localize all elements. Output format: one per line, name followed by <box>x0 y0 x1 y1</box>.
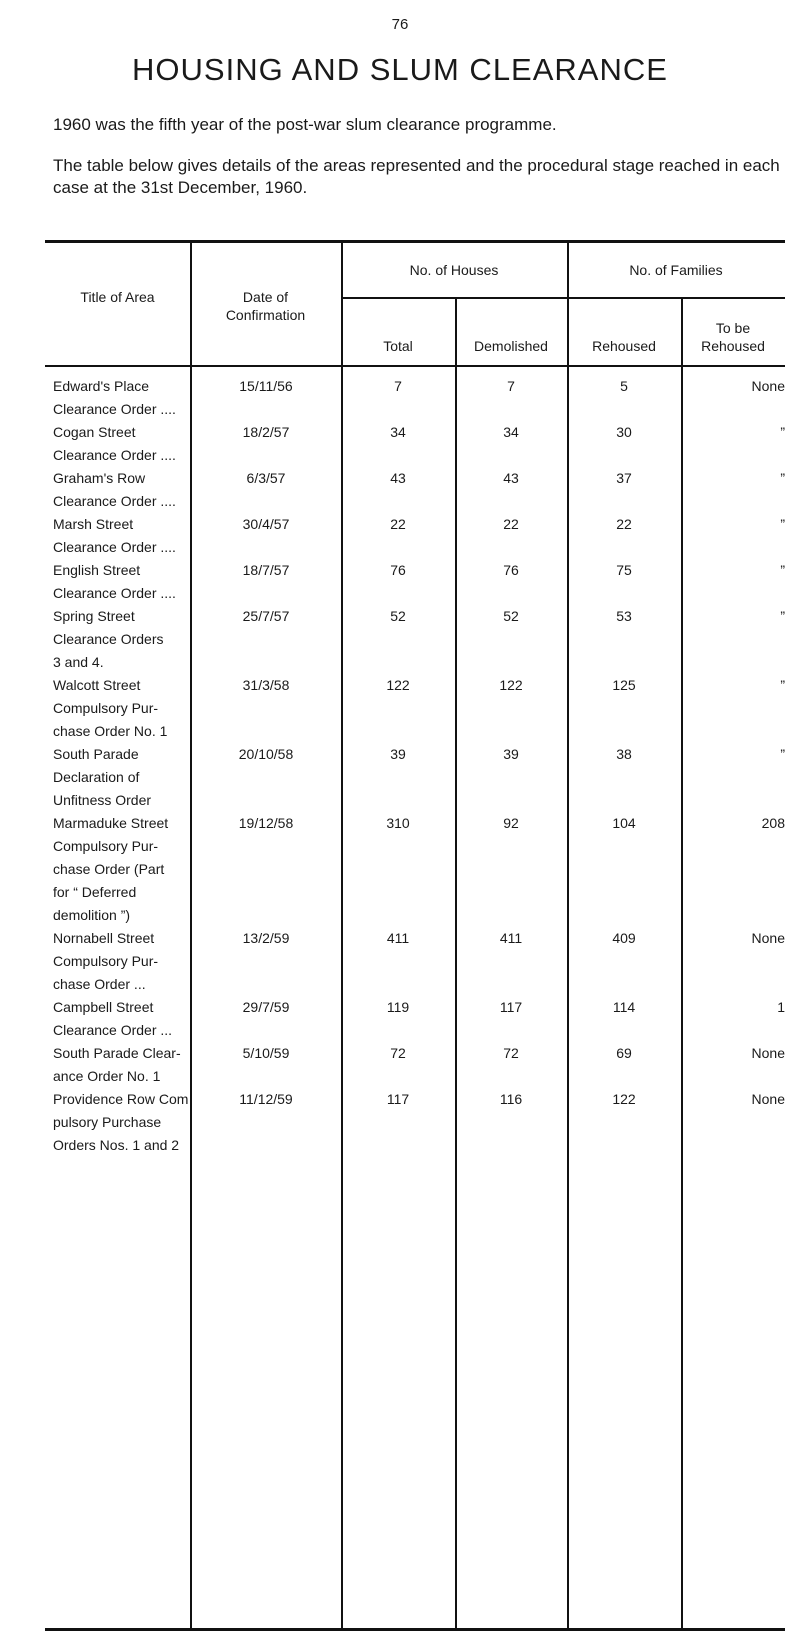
area-title <box>53 513 193 559</box>
houses-total: 76 <box>390 562 406 578</box>
families-rehoused: 53 <box>616 608 632 624</box>
area-title <box>53 1088 193 1157</box>
families-rehoused: 122 <box>612 1091 636 1107</box>
families-rehoused: 30 <box>616 424 632 440</box>
area-title-line: Clearance Order .... <box>53 493 176 509</box>
header-to-be-rehoused <box>681 319 785 355</box>
area-title <box>53 743 193 812</box>
area-title-line: chase Order (Part <box>53 861 165 877</box>
area-title <box>53 996 193 1042</box>
houses-total: 52 <box>390 608 406 624</box>
area-title <box>53 467 193 513</box>
area-title <box>53 421 193 467</box>
houses-demolished: 72 <box>503 1045 519 1061</box>
confirmation-date: 13/2/59 <box>242 930 290 946</box>
area-title <box>53 375 193 421</box>
area-title-line: South Parade Clear- <box>53 1045 181 1061</box>
area-title-line: South Parade <box>53 746 139 762</box>
confirmation-date: 19/12/58 <box>238 815 294 831</box>
houses-demolished: 52 <box>503 608 519 624</box>
families-to-be-rehoused: None <box>751 1091 785 1107</box>
families-rehoused: 125 <box>612 677 636 693</box>
families-rehoused: 104 <box>612 815 636 831</box>
header-date <box>190 288 341 324</box>
confirmation-date: 11/12/59 <box>239 1091 293 1107</box>
families-rehoused: 37 <box>616 470 632 486</box>
houses-demolished: 116 <box>499 1091 523 1107</box>
area-title-line: Nornabell Street <box>53 930 155 946</box>
houses-demolished: 92 <box>503 815 519 831</box>
area-title <box>53 927 193 996</box>
houses-total: 411 <box>386 930 410 946</box>
area-title <box>53 674 193 743</box>
confirmation-date: 29/7/59 <box>242 999 290 1015</box>
description-text: The table below gives details of the areas represented and the procedural stage reached in each case at the 31st December, 1960. <box>53 156 780 197</box>
area-title-line: Edward's Place <box>53 378 150 394</box>
houses-demolished: 22 <box>503 516 519 532</box>
area-title-line: Clearance Order ... <box>53 1022 173 1038</box>
houses-total: 7 <box>394 378 402 394</box>
confirmation-date: 18/2/57 <box>242 424 290 440</box>
area-title-line: Spring Street <box>53 608 135 624</box>
families-to-be-rehoused: ” <box>780 424 785 440</box>
confirmation-date: 5/10/59 <box>242 1045 290 1061</box>
families-rehoused: 22 <box>616 516 632 532</box>
houses-demolished: 122 <box>499 677 523 693</box>
houses-group-rule <box>341 297 567 299</box>
area-title-line: Clearance Order .... <box>53 401 176 417</box>
houses-total: 34 <box>390 424 406 440</box>
area-title-line: Walcott Street <box>53 677 141 693</box>
area-title <box>53 812 193 927</box>
houses-demolished: 7 <box>507 378 515 394</box>
header-total: Total <box>383 338 413 354</box>
area-title-line: Graham's Row <box>53 470 146 486</box>
area-title-line: Declaration of <box>53 769 140 785</box>
area-title-line: Compulsory Pur- <box>53 953 159 969</box>
houses-demolished: 76 <box>503 562 519 578</box>
area-title-line: demolition ”) <box>53 907 131 923</box>
area-title-line: chase Order ... <box>53 976 146 992</box>
header-houses-group: No. of Houses <box>409 262 499 278</box>
header-rehoused: Rehoused <box>592 338 656 354</box>
families-to-be-rehoused: ” <box>780 470 785 486</box>
header-title-of-area: Title of Area <box>80 289 155 305</box>
area-title-line: Cogan Street <box>53 424 136 440</box>
header-demolished: Demolished <box>474 338 548 354</box>
confirmation-date: 6/3/57 <box>246 470 286 486</box>
families-to-be-rehoused: 208 <box>761 815 785 831</box>
houses-demolished: 34 <box>503 424 519 440</box>
area-title-line: Clearance Order .... <box>53 539 176 555</box>
families-rehoused: 69 <box>616 1045 632 1061</box>
confirmation-date: 18/7/57 <box>242 562 290 578</box>
area-title-line: pulsory Purchase <box>53 1114 162 1130</box>
area-title-line: for “ Deferred <box>53 884 137 900</box>
area-title-line: English Street <box>53 562 141 578</box>
families-group-rule <box>567 297 785 299</box>
families-rehoused: 5 <box>620 378 628 394</box>
houses-total: 122 <box>386 677 410 693</box>
area-title-line: chase Order No. 1 <box>53 723 168 739</box>
area-title-line: Clearance Order .... <box>53 585 176 601</box>
area-title-line: Compulsory Pur- <box>53 838 159 854</box>
page-title: HOUSING AND SLUM CLEARANCE <box>132 52 668 87</box>
header-to-be-line1: To be <box>715 320 751 336</box>
area-title-line: Campbell Street <box>53 999 154 1015</box>
houses-total: 119 <box>386 999 410 1015</box>
houses-total: 72 <box>390 1045 406 1061</box>
header-date-line2: Confirmation <box>225 307 306 323</box>
area-title-line: Clearance Order .... <box>53 447 176 463</box>
area-title-line: Compulsory Pur- <box>53 700 159 716</box>
intro-text: 1960 was the fifth year of the post-war slum clearance programme. <box>53 115 557 134</box>
area-title-line: 3 and 4. <box>53 654 104 670</box>
header-date-line1: Date of <box>242 289 289 305</box>
families-to-be-rehoused: ” <box>780 677 785 693</box>
area-title-line: Clearance Orders <box>53 631 164 647</box>
area-title <box>53 1042 193 1088</box>
houses-total: 310 <box>386 815 410 831</box>
header-bottom-rule <box>45 365 785 367</box>
families-to-be-rehoused: ” <box>780 562 785 578</box>
families-to-be-rehoused: ” <box>780 608 785 624</box>
families-to-be-rehoused: ” <box>780 746 785 762</box>
area-title-line: ance Order No. 1 <box>53 1068 161 1084</box>
area-title-line: Orders Nos. 1 and 2 <box>53 1137 180 1153</box>
families-to-be-rehoused: None <box>751 1045 785 1061</box>
families-to-be-rehoused: None <box>751 378 785 394</box>
families-rehoused: 75 <box>616 562 632 578</box>
confirmation-date: 30/4/57 <box>242 516 290 532</box>
houses-total: 117 <box>386 1091 410 1107</box>
header-families-group: No. of Families <box>629 262 723 278</box>
houses-total: 22 <box>390 516 406 532</box>
header-to-be-line2: Rehoused <box>701 338 765 354</box>
houses-demolished: 117 <box>499 999 523 1015</box>
area-title-line: Unfitness Order <box>53 792 152 808</box>
families-to-be-rehoused: None <box>751 930 785 946</box>
families-to-be-rehoused: 1 <box>777 999 785 1015</box>
confirmation-date: 31/3/58 <box>242 677 290 693</box>
area-title <box>53 605 193 674</box>
families-to-be-rehoused: ” <box>780 516 785 532</box>
column-divider <box>681 298 683 1628</box>
area-title-line: Marsh Street <box>53 516 134 532</box>
confirmation-date: 20/10/58 <box>238 746 294 762</box>
houses-total: 39 <box>390 746 406 762</box>
houses-demolished: 39 <box>503 746 519 762</box>
page-number: 76 <box>391 16 409 33</box>
confirmation-date: 15/11/56 <box>239 378 293 394</box>
table-top-rule <box>45 240 785 243</box>
houses-total: 43 <box>390 470 406 486</box>
houses-demolished: 43 <box>503 470 519 486</box>
column-divider <box>455 298 457 1628</box>
families-rehoused: 38 <box>616 746 632 762</box>
families-rehoused: 114 <box>612 999 636 1015</box>
area-title <box>53 559 193 605</box>
houses-demolished: 411 <box>499 930 523 946</box>
area-title-line: Marmaduke Street <box>53 815 169 831</box>
confirmation-date: 25/7/57 <box>242 608 290 624</box>
families-rehoused: 409 <box>612 930 636 946</box>
area-title-line: Providence Row Com <box>53 1091 189 1107</box>
